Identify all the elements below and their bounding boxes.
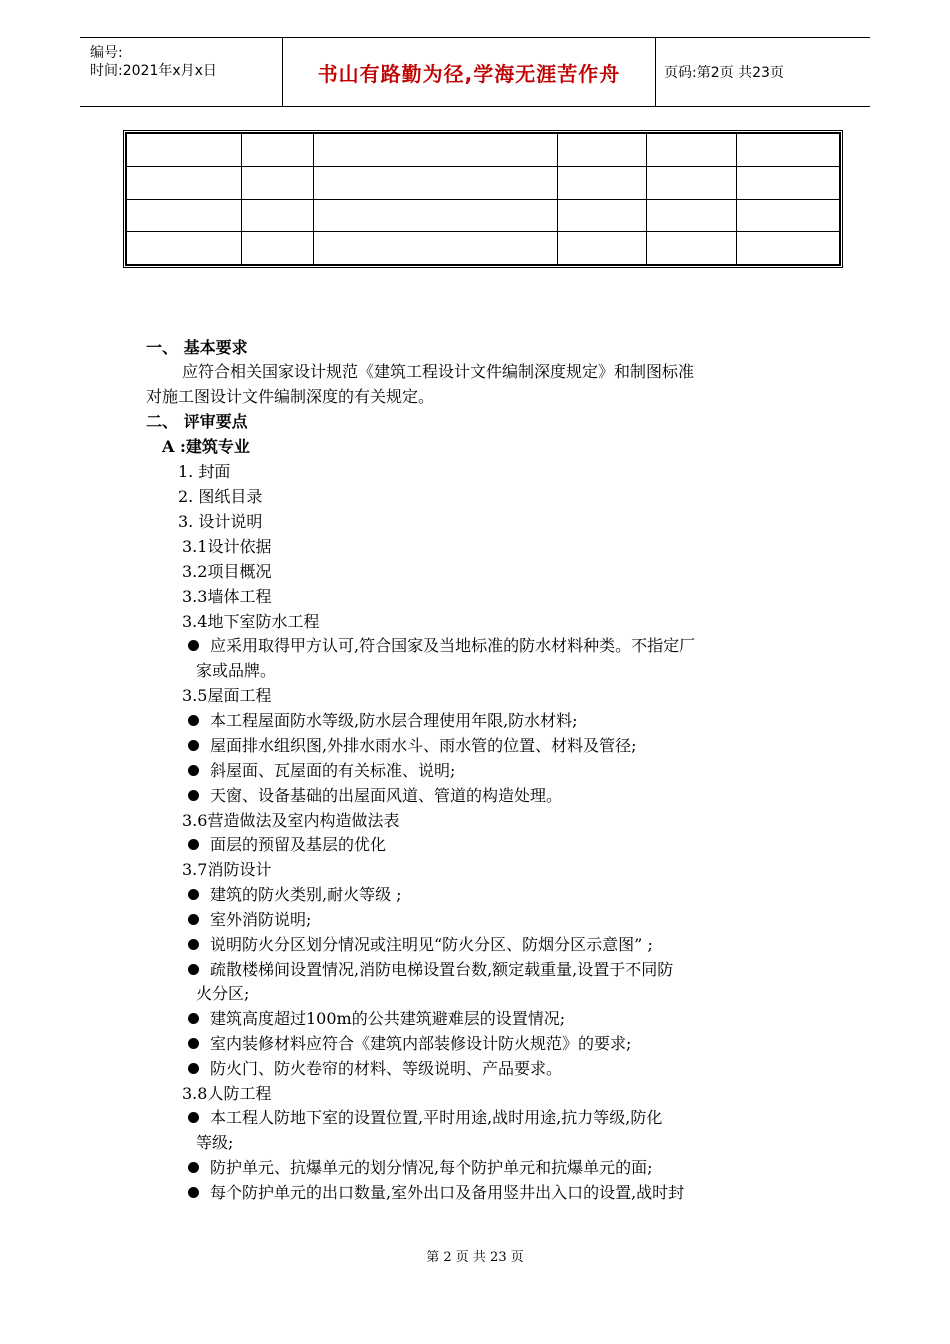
header-page-info: 页码:第2页 共23页 [664,65,784,81]
bullet-item [188,635,695,657]
table-cell [558,199,647,232]
bullet-icon [188,1112,199,1123]
bullet-item [188,959,673,981]
page-header [80,37,870,107]
bullet-icon [188,914,199,925]
table-cell [314,166,558,199]
bullet-icon [188,964,199,975]
bullet-icon [188,1038,199,1049]
list-item: 2. 图纸目录 [178,487,263,506]
table-cell [737,134,840,167]
table-cell [647,134,737,167]
bullet-icon [188,715,199,726]
bullet-text: 屋面排水组织图,外排水雨水斗、雨水管的位置、材料及管径; [210,736,637,755]
bullet-text: 疏散楼梯间设置情况,消防电梯设置台数,额定载重量,设置于不同防 [210,960,674,979]
bullet-item [188,760,455,782]
bullet-item [188,884,402,906]
bullet-text: 建筑高度超过100m的公共建筑避难层的设置情况; [210,1009,566,1028]
code-label: 编号: [90,45,123,61]
table-cell [127,199,242,232]
bullet-icon [188,889,199,900]
section-1-paragraph-cont: 对施工图设计文件编制深度的有关规定。 [146,387,435,406]
table-cell [314,232,558,265]
table-cell [242,199,314,232]
list-item: 3. 设计说明 [178,512,263,531]
table-row [127,199,840,232]
bullet-text: 面层的预留及基层的优化 [210,835,387,854]
table-cell [558,232,647,265]
bullet-item [188,1182,684,1204]
table-cell [558,134,647,167]
motto: 书山有路勤为径,学海无涯苦作舟 [317,61,621,86]
table-row [127,232,840,265]
table-cell [558,166,647,199]
table-cell [314,199,558,232]
table-cell [127,134,242,167]
bullet-text: 建筑的防火类别,耐火等级 ; [210,885,402,904]
bullet-icon [188,765,199,776]
bullet-text: 应采用取得甲方认可,符合国家及当地标准的防水材料种类。不指定厂 [210,636,696,655]
bullet-item [188,1008,565,1030]
page-footer: 第 2 页 共 23 页 [426,1250,524,1265]
list-item: 3.2项目概况 [182,562,272,581]
bullet-text: 防护单元、抗爆单元的划分情况,每个防护单元和抗爆单元的面; [210,1158,653,1177]
bullet-icon [188,790,199,801]
bullet-item [188,834,386,856]
bullet-item [188,934,653,956]
section-2-title: 二、 评审要点 [146,412,248,431]
table-row [127,134,840,167]
table-cell [647,166,737,199]
bullet-item [188,785,562,807]
bullet-item [188,735,636,757]
table-cell [647,232,737,265]
bullet-text: 本工程人防地下室的设置位置,平时用途,战时用途,抗力等级,防化 [210,1108,663,1127]
bullet-text-cont: 等级; [196,1133,234,1152]
table-cell [242,232,314,265]
subsection-architecture: A :建筑专业 [162,437,250,456]
list-item: 3.8人防工程 [182,1084,272,1103]
bullet-text: 室外消防说明; [210,910,312,929]
bullet-text: 每个防护单元的出口数量,室外出口及备用竖井出入口的设置,战时封 [210,1183,685,1202]
table-cell [127,232,242,265]
bullet-icon [188,740,199,751]
header-motto-cell [282,38,656,106]
bullet-text: 本工程屋面防水等级,防水层合理使用年限,防水材料; [210,711,578,730]
bullet-icon [188,1187,199,1198]
date-label: 时间:2021年x月x日 [90,63,217,79]
bullet-icon [188,1013,199,1024]
bullet-icon [188,939,199,950]
header-meta [80,38,282,106]
bullet-text: 室内装修材料应符合《建筑内部装修设计防火规范》的要求; [210,1034,632,1053]
bullet-icon [188,839,199,850]
bullet-item [188,1033,631,1055]
section-1-title: 一、 基本要求 [146,338,248,357]
bullet-item [188,1157,652,1179]
bullet-item [188,1107,662,1129]
bullet-text: 说明防火分区划分情况或注明见“防火分区、防烟分区示意图” ; [210,935,653,954]
bullet-text: 防火门、防火卷帘的材料、等级说明、产品要求。 [210,1059,563,1078]
table-cell [737,199,840,232]
table-cell [737,166,840,199]
bullet-icon [188,640,199,651]
table-cell [127,166,242,199]
table-cell [314,134,558,167]
blank-table [123,130,843,268]
list-item: 3.7消防设计 [182,860,272,879]
table-cell [737,232,840,265]
bullet-icon [188,1063,199,1074]
table-cell [242,134,314,167]
section-1-paragraph: 应符合相关国家设计规范《建筑工程设计文件编制深度规定》和制图标准 [182,362,695,381]
bullet-text-cont: 家或品牌。 [196,661,277,680]
table-grid [126,133,840,265]
list-item: 3.5屋面工程 [182,686,272,705]
bullet-icon [188,1162,199,1173]
list-item: 3.1设计依据 [182,537,272,556]
table-cell [647,199,737,232]
list-item: 1. 封面 [178,462,231,481]
table-row [127,166,840,199]
list-item: 3.4地下室防水工程 [182,612,320,631]
bullet-item [188,1058,562,1080]
bullet-text: 斜屋面、瓦屋面的有关标准、说明; [210,761,456,780]
bullet-text-cont: 火分区; [196,984,250,1003]
table-cell [242,166,314,199]
bullet-text: 天窗、设备基础的出屋面风道、管道的构造处理。 [210,786,563,805]
list-item: 3.3墙体工程 [182,587,272,606]
list-item: 3.6营造做法及室内构造做法表 [182,811,400,830]
bullet-item [188,710,578,732]
bullet-item [188,909,311,931]
